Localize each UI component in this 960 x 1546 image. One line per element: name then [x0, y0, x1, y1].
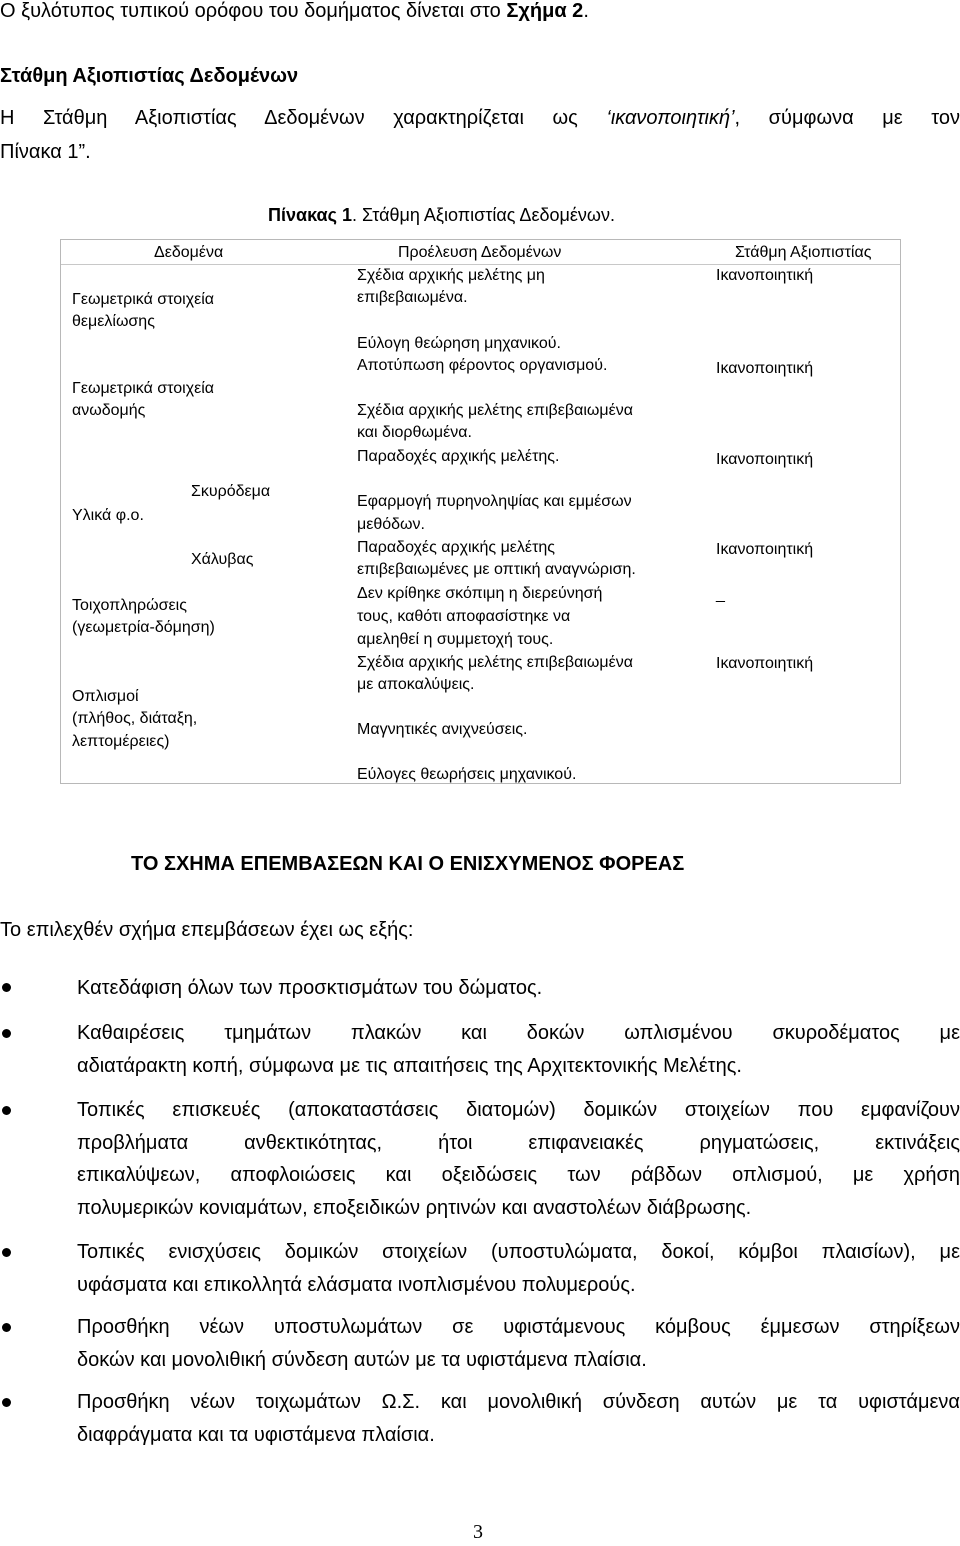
para-text-a: Η Στάθμη Αξιοπιστίας Δεδομένων χαρακτηρίζεται ως [0, 107, 607, 129]
source-line: Αποτύπωση φέροντος οργανισμού. [357, 357, 608, 374]
list-item: Τοπικές επισκευές (αποκαταστάσεις διατομών) δομικών στοιχείων που εμφανίζουν [77, 1099, 960, 1121]
page-number: 3 [473, 1521, 483, 1543]
list-item: Καθαιρέσεις τμημάτων πλακών και δοκών ωπλισμένου σκυροδέματος με [77, 1022, 960, 1044]
list-item-continuation: επικαλύψεων, αποφλοιώσεις και οξειδώσεις των ράβδων οπλισμού, με χρήση [77, 1164, 960, 1186]
list-item: Κατεδάφιση όλων των προσκτισμάτων του δώματος. [77, 977, 543, 999]
source-line: Εύλογη θεώρηση μηχανικού. [357, 335, 561, 352]
bullet-icon [2, 1398, 11, 1407]
reliability-value: Ικανοποιητική [716, 360, 814, 377]
source-line: και διορθωμένα. [357, 424, 472, 441]
list-item: Τοπικές ενισχύσεις δομικών στοιχείων (υποστυλώματα, δοκοί, κόμβοι πλαισίων), με [77, 1241, 960, 1263]
source-line: Εύλογες θεωρήσεις μηχανικού. [357, 766, 577, 783]
source-line: αμεληθεί η συμμετοχή τους. [357, 631, 554, 648]
source-line: Σχέδια αρχικής μελέτης μη [357, 267, 545, 284]
list-item: Προσθήκη νέων υποστυλωμάτων σε υφιστάμενους κόμβους έμμεσων στηρίξεων [77, 1316, 960, 1338]
scheme-intro: Το επιλεχθέν σχήμα επεμβάσεων έχει ως εξής: [0, 919, 414, 941]
row-foundation-label-1: Γεωμετρικά στοιχεία [72, 291, 215, 308]
main-heading: ΤΟ ΣΧΗΜΑ ΕΠΕΜΒΑΣΕΩΝ ΚΑΙ Ο ΕΝΙΣΧΥΜΕΝΟΣ ΦΟΡΕΑΣ [131, 853, 685, 875]
reliability-value: Ικανοποιητική [716, 655, 814, 672]
table-caption-text: . Στάθμη Αξιοπιστίας Δεδομένων. [351, 205, 615, 225]
section-heading: Στάθμη Αξιοπιστίας Δεδομένων [0, 65, 299, 87]
reliability-value: Ικανοποιητική [716, 267, 814, 284]
list-item: Προσθήκη νέων τοιχωμάτων Ω.Σ. και μονολιθική σύνδεση αυτών με τα υφιστάμενα [77, 1391, 960, 1413]
header-data: Δεδομένα [154, 244, 224, 261]
row-superstructure-label-1: Γεωμετρικά στοιχεία [72, 380, 215, 397]
steel-label: Χάλυβας [191, 551, 254, 568]
bullet-icon [2, 1029, 11, 1038]
bullet-icon [2, 1248, 11, 1257]
source-line: τους, καθότι αποφασίστηκε να [357, 608, 571, 625]
table-caption-number: Πίνακας 1 [268, 205, 352, 225]
para-text-b: , σύμφωνα με τον [734, 107, 960, 129]
row-rebar-label-2: (πλήθος, διάταξη, [72, 710, 198, 727]
source-line: Δεν κρίθηκε σκόπιμη η διερεύνησή [357, 585, 603, 602]
list-item-continuation: διαφράγματα και τα υφιστάμενα πλαίσια. [77, 1424, 435, 1446]
source-line: Εφαρμογή πυρηνοληψίας και εμμέσων [357, 493, 632, 510]
concrete-label: Σκυρόδεμα [191, 483, 271, 500]
row-materials-label: Υλικά φ.ο. [72, 507, 144, 524]
source-line: Παραδοχές αρχικής μελέτης [357, 539, 555, 556]
source-line: Παραδοχές αρχικής μελέτης. [357, 448, 560, 465]
row-walls-label-2: (γεωμετρία-δόμηση) [72, 619, 215, 636]
intro-paragraph [0, 0, 589, 22]
row-foundation-label-2: θεμελίωσης [72, 313, 155, 330]
source-line: Σχέδια αρχικής μελέτης επιβεβαιωμένα [357, 402, 633, 419]
list-item-continuation: πολυμερικών κονιαμάτων, εποξειδικών ρητινών και αναστολέων διάβρωσης. [77, 1197, 752, 1219]
reliability-value: _ [716, 586, 725, 603]
source-line: μεθόδων. [357, 516, 425, 533]
source-line: επιβεβαιωμένα. [357, 289, 468, 306]
bullet-icon [2, 1106, 11, 1115]
row-rebar-label-3: λεπτομέρειες) [72, 733, 170, 750]
list-item-continuation: αδιατάρακτη κοπή, σύμφωνα με τις απαιτήσεις της Αρχιτεκτονικής Μελέτης. [77, 1055, 742, 1077]
header-source: Προέλευση Δεδομένων [398, 244, 562, 261]
intro-text: Ο ξυλότυπος τυπικού ορόφου του δομήματος δίνεται στο [0, 0, 507, 22]
list-item-continuation: δοκών και μονολιθική σύνδεση αυτών με τα υφιστάμενα πλαίσια. [77, 1349, 647, 1371]
reliability-value: Ικανοποιητική [716, 541, 814, 558]
bullet-icon [2, 1323, 11, 1332]
paragraph-line-1 [0, 107, 960, 129]
row-superstructure-label-2: ανωδομής [72, 402, 146, 419]
source-line: επιβεβαιωμένες με οπτική αναγνώριση. [357, 561, 636, 578]
list-item-continuation: προβλήματα ανθεκτικότητας, ήτοι επιφανειακές ρηγματώσεις, εκτινάξεις [77, 1132, 960, 1154]
bullet-icon [2, 983, 11, 992]
source-line: Σχέδια αρχικής μελέτης επιβεβαιωμένα [357, 654, 633, 671]
table-caption [268, 205, 615, 226]
intro-end: . [583, 0, 589, 22]
reliability-value: Ικανοποιητική [716, 451, 814, 468]
source-line: Μαγνητικές ανιχνεύσεις. [357, 721, 528, 738]
para-emphasis: ‘ικανοποιητική’ [606, 107, 735, 129]
header-reliability: Στάθμη Αξιοπιστίας [735, 244, 872, 261]
source-line: με αποκαλύψεις. [357, 676, 475, 693]
paragraph-line-2: Πίνακα 1”. [0, 141, 91, 163]
row-rebar-label-1: Οπλισμοί [72, 688, 139, 705]
figure-reference: Σχήμα 2 [506, 0, 584, 22]
list-item-continuation: υφάσματα και επικολλητά ελάσματα ινοπλισμένου πολυμερούς. [77, 1274, 636, 1296]
row-walls-label-1: Τοιχοπληρώσεις [72, 597, 187, 614]
